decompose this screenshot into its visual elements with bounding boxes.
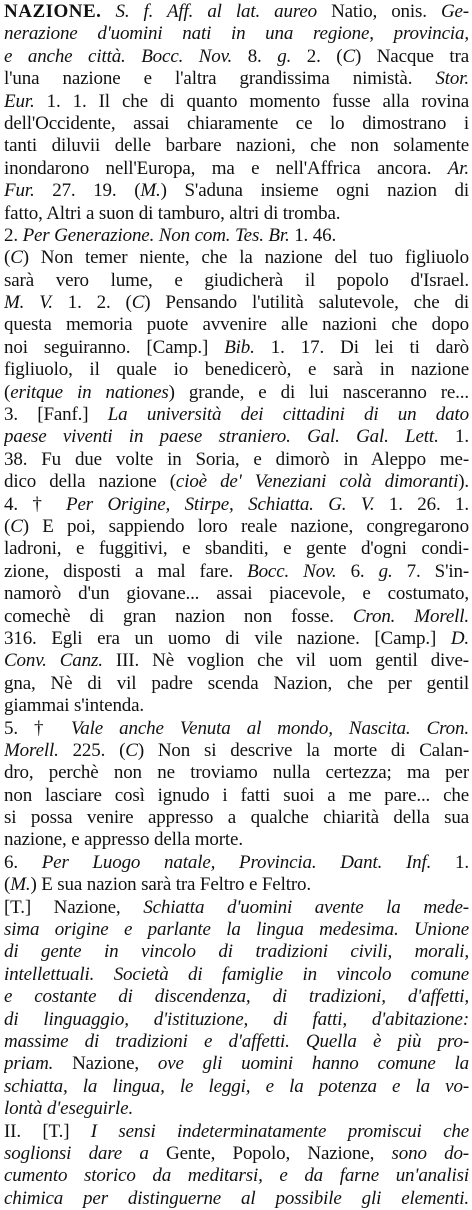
- italic-text: Schiatta d'uomini avente la mede-: [143, 896, 469, 918]
- entry-line: [4, 225, 469, 247]
- entry-line: [4, 46, 469, 68]
- italic-text: La università dei cittadini di un dato: [107, 404, 469, 426]
- entry-line: [4, 404, 469, 426]
- entry-line: [4, 583, 469, 605]
- italic-text: Bib.: [224, 336, 255, 358]
- entry-text: (: [4, 381, 11, 403]
- entry-text: 3. [Fanf.]: [4, 404, 108, 426]
- italic-text: Fur.: [4, 180, 35, 202]
- entry-line: [4, 941, 469, 963]
- italic-text: Per Origine, Stirpe, Schiatta. G. V.: [66, 493, 375, 515]
- entry-text: ladroni, e fuggitivi, e sbanditi, e gente d'ogni condi-: [4, 538, 469, 560]
- entry-text: 7. S'in-: [392, 560, 469, 582]
- entry-text: 5. †: [4, 717, 71, 739]
- entry-line: [4, 1, 469, 23]
- italic-text: g.: [277, 45, 292, 67]
- entry-line: [4, 785, 469, 807]
- entry-line: [4, 1188, 469, 1210]
- entry-text: ) E sua nazion sarà tra Feltro e Feltro.: [30, 874, 311, 896]
- entry-line: [4, 1098, 469, 1120]
- entry-line: [4, 68, 469, 90]
- italic-text: M.: [10, 874, 31, 896]
- entry-text: inondarono nell'Europa, ma e nell'Affrica ancora.: [4, 157, 448, 179]
- headword: NAZIONE.: [4, 1, 102, 22]
- italic-text: C: [342, 45, 355, 67]
- italic-text: lontà d'eseguirle.: [4, 1098, 134, 1120]
- entry-line: [4, 762, 469, 784]
- entry-text: ) Non si descrive la morte di Calan-: [137, 739, 469, 761]
- entry-text: 38. Fu due volte in Soria, e dimorò in Aleppo me-: [4, 448, 469, 470]
- entry-text: 1.: [431, 851, 469, 873]
- entry-line: [4, 1121, 469, 1143]
- italic-text: ove gli uomini hanno comune la: [157, 1053, 469, 1075]
- entry-text: 1.: [438, 426, 469, 448]
- entry-line: [4, 718, 469, 740]
- entry-text: sarà vero lume, e giudicherà il popolo d'Israel.: [4, 269, 469, 291]
- italic-text: Conv. Canz.: [4, 650, 103, 672]
- italic-text: di gente in vincolo di tradizioni civili, morali,: [4, 941, 469, 963]
- italic-text: intellettuali. Società di famiglie in vincolo comune: [4, 963, 469, 985]
- italic-text: C: [10, 515, 23, 537]
- italic-text: sono do-: [391, 1142, 469, 1164]
- entry-line: [4, 1076, 469, 1098]
- entry-text: III. Nè voglion che vil uom gentil dive-: [102, 650, 469, 672]
- entry-line: [4, 650, 469, 672]
- entry-text: dico della nazione (: [4, 471, 176, 493]
- entry-line: [4, 1009, 469, 1031]
- entry-text: noi seguiranno. [Camp.]: [4, 336, 225, 358]
- entry-line: [4, 986, 469, 1008]
- italic-text: soglionsi dare a: [4, 1142, 149, 1164]
- entry-line: [4, 359, 469, 381]
- entry-text: figliuolo, il quale io benedicerò, e sarà in nazione: [4, 359, 469, 381]
- entry-text: 1. 46.: [289, 224, 337, 246]
- entry-line: [4, 135, 469, 157]
- italic-text: nerazione d'uomini nati in una regione, provincia,: [4, 23, 469, 45]
- entry-text: 1. 2. (: [52, 292, 132, 314]
- entry-text: 6.: [4, 851, 42, 873]
- entry-line: [4, 829, 469, 851]
- italic-text: schiatta, la lingua, le leggi, e la potenza e la vo-: [4, 1075, 469, 1097]
- italic-text: Morell.: [4, 739, 59, 761]
- entry-line: [4, 1031, 469, 1053]
- entry-text: giammai s'intenda.: [4, 695, 145, 717]
- entry-text: dell'Occidente, assai chiaramente ce lo dimostrano i: [4, 112, 469, 134]
- entry-line: [4, 23, 469, 45]
- entry-text: comechè di gran nazion non fosse.: [4, 605, 353, 627]
- italic-text: Stor.: [435, 68, 469, 90]
- entry-text: 1. 26. 1.: [374, 493, 469, 515]
- entry-text: 27. 19. (: [34, 180, 141, 202]
- italic-text: cumento storico da meditarsi, e da farne un'analisi: [4, 1165, 469, 1187]
- entry-text: tanti diluvii delle barbare nazioni, che non solamente: [4, 135, 469, 157]
- italic-text: Ar.: [447, 157, 469, 179]
- entry-line: [4, 964, 469, 986]
- entry-text: 225. (: [58, 739, 126, 761]
- italic-text: D.: [450, 627, 469, 649]
- italic-text: S. f. Aff. al lat. aureo: [115, 1, 318, 22]
- entry-line: [4, 874, 469, 896]
- italic-text: e costante di discendenza, di tradizioni, d'affetti,: [4, 986, 469, 1008]
- italic-text: Eur.: [4, 90, 35, 112]
- entry-text: si possa venire appresso a qualche chiarità della sua: [4, 807, 469, 829]
- entry-line: [4, 673, 469, 695]
- entry-line: [4, 426, 469, 448]
- entry-text: nazione, e appresso della morte.: [4, 829, 243, 851]
- entry-text: 2. (: [291, 45, 343, 67]
- italic-text: Per Luogo natale, Provincia. Dant. Inf.: [41, 851, 432, 873]
- entry-line: [4, 919, 469, 941]
- entry-line: [4, 897, 469, 919]
- italic-text: paese viventi in paese straniero. Gal. Gal. Lett.: [4, 426, 439, 448]
- entry-line: [4, 695, 469, 717]
- entry-text: fatto, Altri a suon di tamburo, altri di tromba.: [4, 202, 341, 224]
- entry-text: [101, 1, 115, 22]
- entry-line: [4, 494, 469, 516]
- entry-text: (: [4, 247, 11, 269]
- entry-line: [4, 247, 469, 269]
- entry-text: ) grande, e di lui nasceranno re...: [168, 381, 469, 403]
- italic-text: priam.: [4, 1053, 54, 1075]
- entry-line: [4, 807, 469, 829]
- entry-text: 4. †: [4, 493, 67, 515]
- entry-line: [4, 628, 469, 650]
- entry-text: namorò d'un giovane... assai piacevole, e costumato,: [4, 583, 469, 605]
- entry-line: [4, 1143, 469, 1165]
- entry-text: non lasciare così ignudo i fatti suoi a me pare... che: [4, 784, 469, 806]
- entry-text: 1. 17. Di lei ti darò: [254, 336, 469, 358]
- entry-text: ) Nacque tra: [354, 45, 469, 67]
- italic-text: C: [10, 247, 23, 269]
- entry-line: [4, 91, 469, 113]
- italic-text: M. V.: [4, 292, 53, 314]
- entry-line: [4, 449, 469, 471]
- entry-text: ) S'aduna insieme ogni nazion di: [160, 180, 469, 202]
- italic-text: g.: [378, 560, 393, 582]
- italic-text: cioè de' Veneziani colà dimoranti: [175, 471, 459, 493]
- entry-text: 316. Egli era un uomo di vile nazione. [Camp.]: [4, 627, 451, 649]
- entry-line: [4, 740, 469, 762]
- italic-text: Vale anche Venuta al mondo, Nascita. Cron.: [70, 717, 469, 739]
- entry-text: (: [4, 874, 11, 896]
- entry-line: [4, 852, 469, 874]
- entry-text: (: [4, 515, 11, 537]
- italic-text: e anche città. Bocc. Nov.: [4, 45, 233, 67]
- entry-text: II. [T.]: [4, 1120, 91, 1142]
- entry-text: l'una nazione e l'altra grandissima nimistà.: [4, 68, 436, 90]
- entry-line: [4, 158, 469, 180]
- italic-text: Ge-: [440, 1, 469, 22]
- entry-line: [4, 606, 469, 628]
- italic-text: chimica per distinguerne al possibile gli elementi.: [4, 1187, 469, 1209]
- italic-text: sima origine e parlante la lingua medesima. Unione: [4, 919, 469, 941]
- entry-line: [4, 180, 469, 202]
- entry-text: 6.: [336, 560, 379, 582]
- entry-text: dro, perchè non ne troviamo nulla certezza; ma per: [4, 762, 469, 784]
- entry-line: [4, 382, 469, 404]
- entry-text: Gente, Popolo, Nazione,: [148, 1142, 392, 1164]
- italic-text: C: [125, 739, 138, 761]
- entry-text: questa memoria puote avvenire alle nazioni che dopo: [4, 314, 469, 336]
- entry-text: ) E poi, sappiendo loro reale nazione, congregarono: [22, 515, 469, 537]
- italic-text: I sensi indeterminatamente promiscui che: [90, 1120, 469, 1142]
- entry-text: [T.] Nazione,: [4, 896, 144, 918]
- entry-text: 1. 1. Il che di quanto momento fusse alla rovina: [34, 90, 469, 112]
- entry-text: 8.: [232, 45, 278, 67]
- italic-text: Bocc. Nov.: [247, 560, 337, 582]
- entry-text: ) Non temer niente, che la nazione del tuo figliuolo: [22, 247, 469, 269]
- entry-line: [4, 538, 469, 560]
- entry-line: [4, 1165, 469, 1187]
- italic-text: C: [131, 292, 145, 314]
- entry-line: [4, 1053, 469, 1075]
- entry-text: gna, Nè di vil padre scenda Nazion, che per gentil: [4, 672, 469, 694]
- entry-text: ) Pensando l'utilità salutevole, che di: [144, 292, 469, 314]
- italic-text: Per Generazione. Non com. Tes. Br.: [22, 224, 290, 246]
- entry-text: zione, disposti a mal fare.: [4, 560, 248, 582]
- italic-text: Cron. Morell.: [352, 605, 469, 627]
- entry-text: 2.: [4, 224, 23, 246]
- entry-text: ).: [458, 471, 469, 493]
- entry-line: [4, 113, 469, 135]
- italic-text: di linguaggio, d'istituzione, di fatti, d'abitazione:: [4, 1008, 469, 1030]
- entry-line: [4, 270, 469, 292]
- entry-line: [4, 561, 469, 583]
- entry-text: Nazione,: [53, 1053, 158, 1075]
- entry-line: [4, 292, 469, 314]
- entry-line: [4, 471, 469, 493]
- entry-text: Natio, onis.: [317, 1, 441, 22]
- entry-line: [4, 516, 469, 538]
- entry-line: [4, 203, 469, 225]
- italic-text: M.: [140, 180, 161, 202]
- italic-text: massime di tradizioni e d'affetti. Quella è più pro-: [4, 1030, 469, 1052]
- entry-line: [4, 314, 469, 336]
- italic-text: eritque in nationes: [10, 381, 169, 403]
- entry-line: [4, 337, 469, 359]
